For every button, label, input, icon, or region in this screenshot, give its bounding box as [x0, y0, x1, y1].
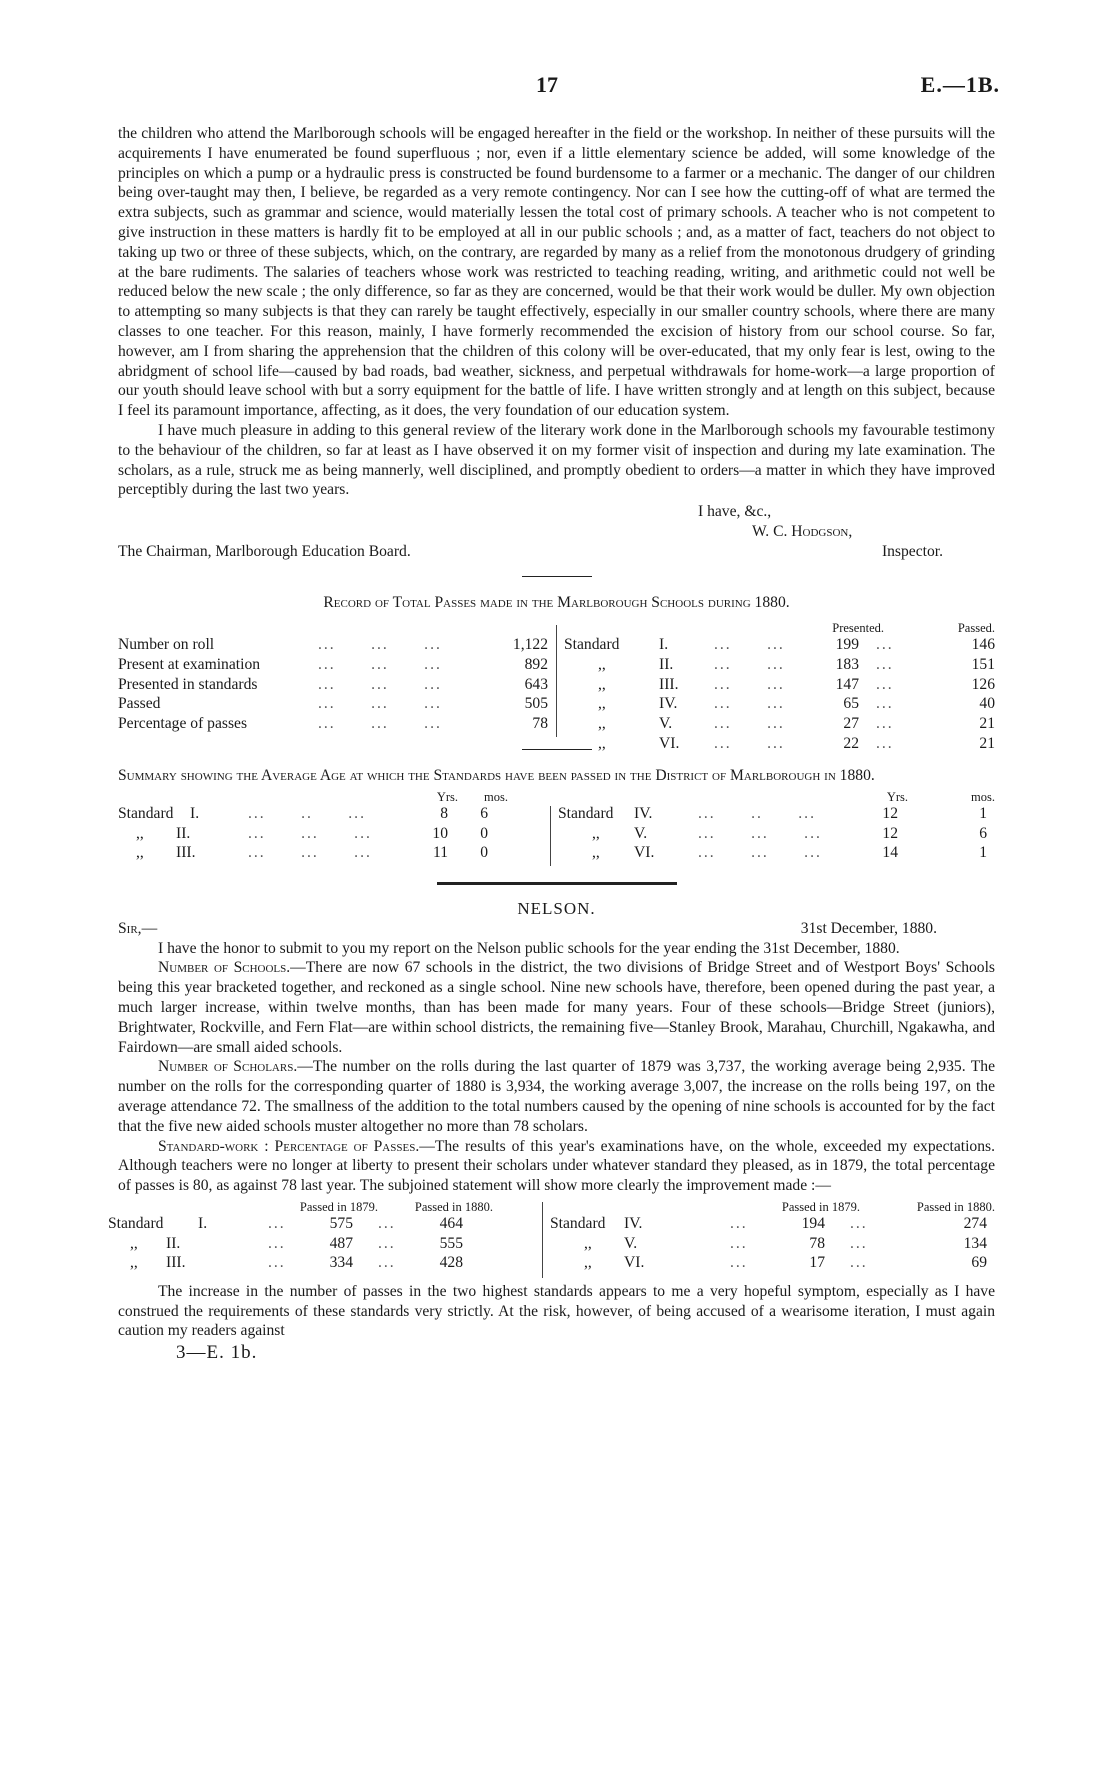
- table-row: ,, V. ... 78 ... 134: [584, 1234, 987, 1252]
- paragraph-continuation: the children who attend the Marlborough schools will be engaged hereafter in the field or the workshop. In neither of these pursuits will the acquirements I have enumerated be found superfluous ; nor, even if a little elementary science be added, will some knowledge of the principles on which a pump or a hydraulic press is constructed be found burdensome to a farmer or a mechanic. The danger of our children being over-taught may then, I believe, be regarded as a very remote contingency. Nor can I see how the cutting-off of what are termed the extra subjects, such as grammar and science, would materially lessen the total cost of primary schools. A teacher who is not competent to give instruction in these matters is hardly fit to be employed at all in our public schools ; and, as a matter of fact, teachers do not object to taking up two or three of these subjects, which, on the contrary, are regarded by many as a relief from the monotonous drudgery of grinding at the bare rudiments. The salaries of teachers whose work was restricted to teaching reading, writing, and arithmetic could not well be reduced below the new scale ; the only difference, so far as they are concerned, would be that their work would be duller. My own objection to attempting so many subjects is that they can rarely be taught effectively, especially in our smaller country schools, where there are many classes to one teacher. For this reason, mainly, I have formerly recommended the excision of history from our school course. So far, however, am I from sharing the apprehension that the children of this colony will be over-educated, that my only fear is lest, owing to the abridgment of school life—caused by bad roads, bad weather, sickness, and perpetual withdrawals for home-work—a large proportion of our youth should leave school with but a sorry equipment for the battle of life. I have written strongly and at length on this subject, because I feel its paramount importance, affecting, as it does, the very foundation of our education system.: [118, 125, 995, 420]
- passes-left-column: [108, 1198, 498, 1273]
- letter-date: 31st December, 1880.: [800, 919, 937, 937]
- inspector-title: Inspector.: [881, 543, 943, 561]
- table-row: ,, III. ... ... 147 ... 126: [598, 675, 995, 693]
- nelson-intro: I have the honor to submit to you my report on the Nelson public schools for the year ending the 31st December, 1880.: [158, 939, 900, 957]
- record-table: [118, 619, 995, 752]
- paragraph-behaviour: I have much pleasure in adding to this general review of the literary work done in the Marlborough schools my favourable testimony to the behaviour of the children, so far at least as I have observed it on my former visit of inspection and during my late examination. The scholars, as a rule, struck me as being mannerly, well disciplined, and promptly obedient to orders—a matter in which they have improved perceptibly during the last two years.: [118, 421, 995, 499]
- table-row: ,, VI. ... 17 ... 69: [584, 1254, 987, 1272]
- paragraph-number-of-scholars: Number of Scholars.—The number on the rolls during the last quarter of 1879 was 3,737, the working average being 2,935. The number on the rolls for the corresponding quarter of 1880 is 3,934, the working average 3,007, the increase on the rolls being 197, on the average attendance 72. The smallness of the addition to the total numbers caused by the opening of nine schools is accounted for by the fact that the five new aided schools muster altogether no more than 78 scholars.: [118, 1058, 995, 1135]
- table-row: Number on roll ... ... ... 1,122: [118, 635, 548, 653]
- table-row: Standard I. ... ... 199 ... 146: [564, 635, 995, 653]
- closing-line: I have, &c.,: [698, 503, 772, 521]
- record-table-title: Record of Total Passes made in the Marlborough Schools during 1880.: [323, 594, 790, 612]
- table-header: Passed in 1879. Passed in 1880.: [781, 1199, 995, 1214]
- record-left-column: [118, 619, 548, 734]
- table-header: Passed in 1879. Passed in 1880.: [299, 1199, 493, 1214]
- paragraph-number-of-schools: Number of Schools.—There are now 67 schools in the district, the two divisions of Bridge Street and of Westport Boys' Schools being this year bracketed together, and reckoned as a single school. Nine new schools have, therefore, been opened during the past year, a much larger increase, within twelve months, than has been made for many years. Four of these schools—Bridge Street (juniors), Brightwater, Rockville, and Fern Flat—are within school districts, the remaining five—Stanley Brook, Marahau, Churchill, Ngakawha, and Fairdown—are small aided schools.: [118, 959, 995, 1056]
- nelson-heading: NELSON.: [517, 898, 596, 918]
- table-row: Standard IV. ... 194 ... 274: [550, 1214, 987, 1232]
- table-row: Standard I. ... .. ... 8 6: [118, 804, 488, 822]
- table-row: Standard I. ... 575 ... 464: [108, 1214, 463, 1232]
- passes-table: [108, 1198, 995, 1278]
- table-row: ,, V. ... ... 27 ... 21: [598, 715, 995, 733]
- series-code: E.—1B.: [920, 72, 1000, 97]
- table-row: ,, V. ... ... ... 12 6: [592, 824, 987, 842]
- table-row: ,, II. ... ... ... 10 0: [136, 824, 488, 842]
- table-row: Present at examination ... ... ... 892: [118, 655, 548, 673]
- summary-right-column: [558, 788, 995, 863]
- table-header: Yrs. mos.: [886, 789, 995, 804]
- summary-table: [118, 788, 995, 870]
- salutation: Sir,—: [118, 919, 158, 937]
- table-row: ,, VI. ... ... ... 14 1: [592, 844, 987, 862]
- summary-left-column: [118, 788, 538, 863]
- column-divider: [550, 806, 551, 866]
- paragraph-standard-work: Standard-work : Percentage of Passes.—The results of this year's examinations have, on the whole, exceeded my expectations. Although teachers were no longer at liberty to present their scholars under whatever standard they pleased, as in 1879, the total percentage of passes is 80, as against 78 last year. The subjoined statement will show more clearly the improvement made :—: [118, 1137, 995, 1195]
- inspector-name: W. C. Hodgson,: [752, 523, 853, 541]
- column-divider: [542, 1202, 543, 1278]
- table-header: Presented. Passed.: [832, 620, 995, 635]
- addressee: The Chairman, Marlborough Education Board.: [118, 543, 411, 561]
- summary-table-title: Summary showing the Average Age at which the Standards have been passed in the District of Marlborough in 1880.: [118, 766, 875, 784]
- table-row: Presented in standards ... ... ... 643: [118, 675, 548, 693]
- table-row: ,, VI. ... ... 22 ... 21: [598, 734, 995, 752]
- table-row: ,, III. ... 334 ... 428: [130, 1254, 463, 1272]
- table-row: ,, II. ... ... 183 ... 151: [598, 655, 995, 673]
- page-header: [0, 72, 1114, 102]
- table-row: Passed ... ... ... 505: [118, 695, 548, 713]
- section-divider: [522, 576, 592, 577]
- table-row: ,, IV. ... ... 65 ... 40: [598, 695, 995, 713]
- table-row: Percentage of passes ... ... ... 78: [118, 715, 548, 733]
- paragraph-increase: The increase in the number of passes in the two highest standards appears to me a very hopeful symptom, especially as I have construed the requirements of these standards very strictly. At the risk, however, of being accused of a wearisome iteration, I must again caution my readers against: [118, 1282, 995, 1340]
- table-row: ,, III. ... ... ... 11 0: [136, 844, 488, 862]
- signature-mark: 3—E. 1b.: [176, 1342, 258, 1364]
- signoff-block: [118, 502, 995, 566]
- page-number: 17: [536, 72, 558, 97]
- table-row: Standard IV. ... .. ... 12 1: [558, 804, 987, 822]
- record-right-column: [564, 619, 995, 754]
- salutation-line: [118, 919, 995, 939]
- passes-right-column: [550, 1198, 995, 1273]
- table-row: ,, II. ... 487 ... 555: [130, 1234, 463, 1252]
- table-header: Yrs. mos.: [436, 789, 508, 804]
- page-body: [108, 124, 995, 1364]
- section-divider-thick: [437, 882, 677, 885]
- column-divider: [556, 625, 557, 737]
